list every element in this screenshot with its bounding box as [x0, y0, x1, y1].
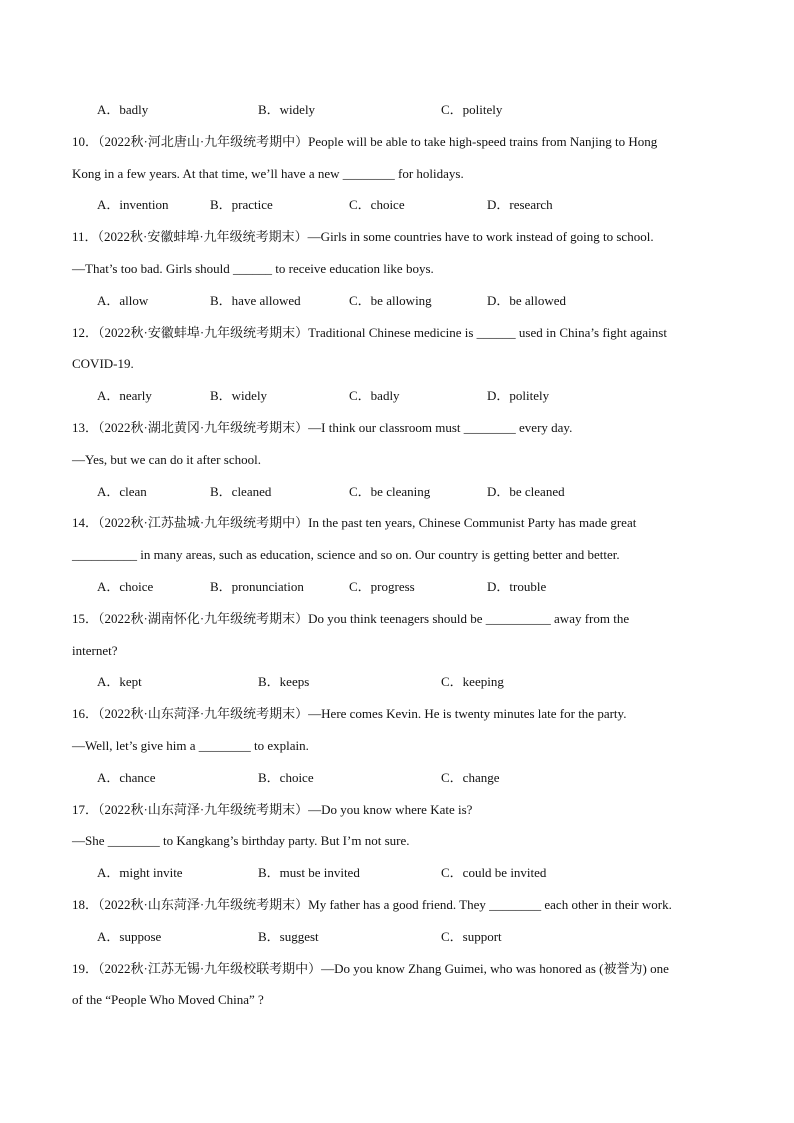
option-a: A．invention [97, 197, 169, 213]
question-stem: 16．（2022秋·山东菏泽·九年级统考期末）—Here comes Kevin. He is twenty minutes late for the party. [72, 706, 627, 722]
option-c: C．change [441, 769, 500, 785]
options-row [0, 197, 794, 213]
question-stem-continued: —She ________ to Kangkang’s birthday party. But I’m not sure. [72, 833, 410, 849]
question-stem: 10．（2022秋·河北唐山·九年级统考期中）People will be able to take high-speed trains from Nanjing to Hong [72, 133, 658, 149]
option-a: A．kept [97, 674, 142, 690]
option-a: A．badly [97, 102, 149, 117]
option-c: C．could be invited [441, 865, 547, 881]
question-stem-continued: —Well, let’s give him a ________ to explain. [72, 738, 309, 753]
question-stem-continued: —Yes, but we can do it after school. [72, 451, 261, 467]
option-d: D．trouble [487, 579, 547, 594]
option-a: A．chance [97, 769, 156, 785]
option-a: A．might invite [97, 865, 183, 881]
question-stem: 19．（2022秋·江苏无锡·九年级校联考期中）—Do you know Zhang Guimei, who was honored as (被誉为) one [72, 960, 669, 976]
question-stem-continued: __________ in many areas, such as education, science and so on. Our country is getting better and better. [72, 547, 620, 563]
option-c: C．badly [349, 388, 400, 404]
option-c: C．progress [349, 579, 415, 594]
options-row [0, 929, 794, 945]
options-row [0, 388, 794, 404]
question-stem: 17．（2022秋·山东菏泽·九年级统考期末）—Do you know where Kate is? [72, 801, 473, 817]
option-b: B．must be invited [258, 865, 360, 881]
question-stem: 14．（2022秋·江苏盐城·九年级统考期中）In the past ten years, Chinese Communist Party has made great [72, 515, 637, 531]
question-stem-continued: COVID-19. [72, 356, 134, 372]
option-b: B．pronunciation [210, 579, 304, 594]
option-a: A．suppose [97, 928, 162, 944]
option-c: C．support [441, 928, 502, 944]
option-b: B．keeps [258, 674, 310, 690]
option-b: B．cleaned [210, 483, 272, 499]
option-a: A．allow [97, 292, 149, 308]
question-stem: 13．（2022秋·湖北黄冈·九年级统考期末）—I think our classroom must ________ every day. [72, 420, 573, 435]
option-b: B．practice [210, 197, 273, 213]
option-d: D．be cleaned [487, 483, 565, 499]
question-stem: 18．（2022秋·山东菏泽·九年级统考期末）My father has a good friend. They ________ each other in their work. [72, 897, 672, 912]
option-c: C．choice [349, 197, 405, 213]
question-stem-continued: Kong in a few years. At that time, we’ll have a new ________ for holidays. [72, 165, 464, 181]
question-stem: 15．（2022秋·湖南怀化·九年级统考期末）Do you think teenagers should be __________ away from the [72, 610, 630, 626]
option-b: B．suggest [258, 928, 319, 944]
question-stem-continued: internet? [72, 642, 118, 658]
option-c: C．politely [441, 102, 503, 117]
continuation-options-row [0, 102, 794, 118]
options-row [0, 770, 794, 786]
option-d: D．research [487, 197, 553, 213]
question-stem-continued: —That’s too bad. Girls should ______ to receive education like boys. [72, 261, 434, 276]
option-c: C．be allowing [349, 292, 432, 308]
question-stem: 11．（2022秋·安徽蚌埠·九年级统考期末）—Girls in some countries have to work instead of going to school. [72, 229, 654, 245]
option-a: A．nearly [97, 388, 152, 404]
option-b: B．widely [258, 102, 316, 117]
option-b: B．choice [258, 769, 314, 785]
options-row [0, 484, 794, 500]
question-stem: 12．（2022秋·安徽蚌埠·九年级统考期末）Traditional Chinese medicine is ______ used in China’s fight against [72, 324, 667, 340]
option-d: D．be allowed [487, 292, 567, 308]
option-a: A．clean [97, 483, 147, 499]
options-row [0, 674, 794, 690]
options-row [0, 293, 794, 309]
question-stem-continued: of the “People Who Moved China” ? [72, 992, 264, 1008]
option-c: C．be cleaning [349, 483, 431, 499]
options-row [0, 579, 794, 595]
option-d: D．politely [487, 388, 550, 404]
option-c: C．keeping [441, 674, 504, 690]
option-a: A．choice [97, 579, 154, 594]
option-b: B．widely [210, 388, 268, 404]
option-b: B．have allowed [210, 292, 301, 308]
options-row [0, 865, 794, 881]
